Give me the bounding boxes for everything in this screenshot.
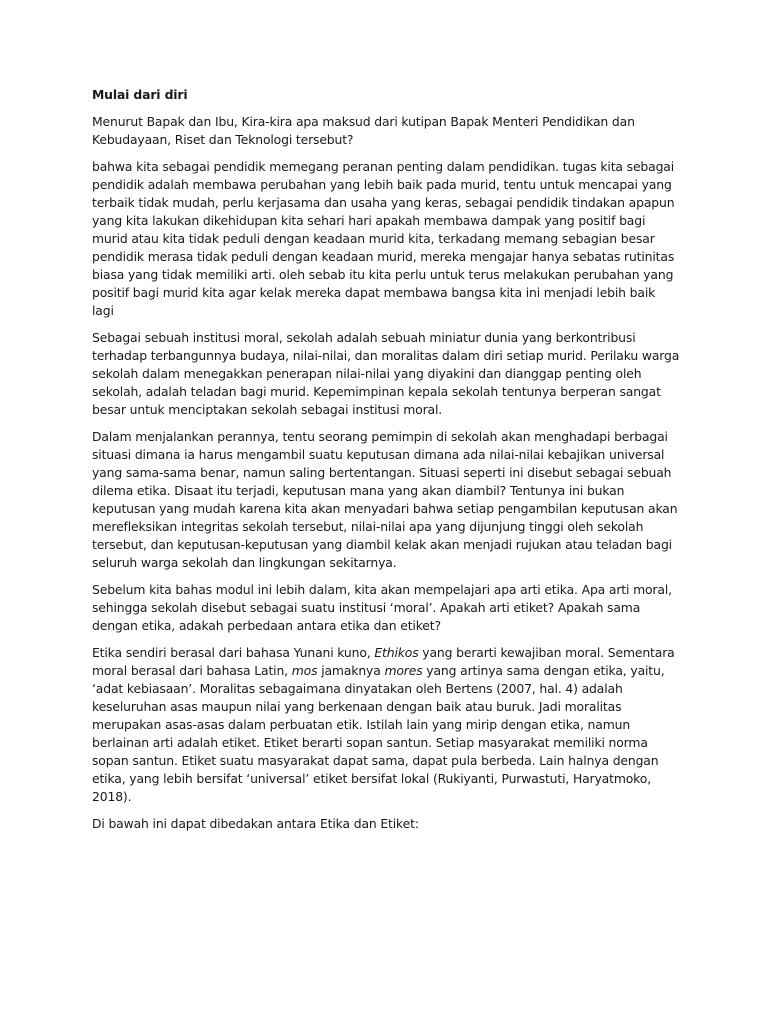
section-heading: Mulai dari diri: [92, 87, 188, 102]
ethics-definition-paragraph: [92, 644, 680, 806]
text-span: yang artinya sama dengan etika, yaitu, ‘adat kebiasaan’. Moralitas sebagaimana dinyatakan oleh Bertens (2007, hal. 4) adalah keseluruhan asas maupun nilai yang berkenaan dengan baik atau buruk. Jadi moralitas merupakan asas-asas dalam perbuatan etik. Istilah lain yang mirip dengan etika, namun berlainan arti adalah etiket. Etiket berarti sopan santun. Setiap masyarakat memiliki norma sopan santun. Etiket suatu masyarakat dapat sama, dapat pula berbeda. Lain halnya dengan etika, yang lebih bersifat ‘universal’ etiket bersifat lokal (Rukiyanti, Purwastuti, Haryatmoko, 2018).: [92, 663, 665, 804]
ethical-dilemma-paragraph: Dalam menjalankan perannya, tentu seorang pemimpin di sekolah akan menghadapi berbagai situasi dimana ia harus mengambil suatu keputusan dimana ada nilai-nilai kebajikan universal yang sama-sama benar, namun saling bertentangan. Situasi seperti ini disebut sebagai sebuah dilema etika. Disaat itu terjadi, keputusan mana yang akan diambil? Tentunya ini bukan keputusan yang mudah karena kita akan menyadari bahwa setiap pengambilan keputusan akan merefleksikan integritas sekolah tersebut, nilai-nilai apa yang dijunjung tinggi oleh sekolah tersebut, dan keputusan-keputusan yang diambil kelak akan menjadi rujukan atau teladan bagi seluruh warga sekolah dan lingkungan sekitarnya.: [92, 429, 678, 570]
question-paragraph: Menurut Bapak dan Ibu, Kira-kira apa maksud dari kutipan Bapak Menteri Pendidikan dan Kebudayaan, Riset dan Teknologi tersebut?: [92, 114, 635, 147]
closing-paragraph: Di bawah ini dapat dibedakan antara Etika dan Etiket:: [92, 816, 419, 831]
document-page: [92, 86, 680, 842]
text-span: Etika sendiri berasal dari bahasa Yunani kuno,: [92, 645, 375, 660]
text-span: yang berarti kewajiban moral. Sementara moral berasal dari bahasa Latin,: [92, 645, 675, 678]
italic-term-mos: mos: [291, 663, 318, 678]
moral-institution-paragraph: Sebagai sebuah institusi moral, sekolah adalah sebuah miniatur dunia yang berkontribusi terhadap terbangunnya budaya, nilai-nilai, dan moralitas dalam diri setiap murid. Perilaku warga sekolah dalam menegakkan penerapan nilai-nilai yang diyakini dan dianggap penting oleh sekolah, adalah teladan bagi murid. Kepemimpinan kepala sekolah tentunya berperan sangat besar untuk menciptakan sekolah sebagai institusi moral.: [92, 330, 680, 417]
italic-term-ethikos: Ethikos: [374, 645, 419, 660]
italic-term-mores: mores: [384, 663, 423, 678]
answer-paragraph: bahwa kita sebagai pendidik memegang peranan penting dalam pendidikan. tugas kita sebagai pendidik adalah membawa perubahan yang lebih baik pada murid, tentu untuk mencapai yang terbaik tidak mudah, perlu kerjasama dan usaha yang keras, sebagai pendidik tindakan apapun yang kita lakukan dikehidupan kita sehari hari apakah membawa dampak yang positif bagi murid atau kita tidak peduli dengan keadaan murid kita, terkadang memang sebagian besar pendidik merasa tidak peduli dengan keadaan murid, mereka mengajar hanya sebatas rutinitas biasa yang tidak memiliki arti. oleh sebab itu kita perlu untuk terus melakukan perubahan yang positif bagi murid kita agar kelak mereka dapat membawa bangsa kita ini menjadi lebih baik lagi: [92, 159, 675, 318]
text-span: jamaknya: [317, 663, 385, 678]
module-intro-paragraph: Sebelum kita bahas modul ini lebih dalam, kita akan mempelajari apa arti etika. Apa arti moral, sehingga sekolah disebut sebagai suatu institusi ‘moral’. Apakah arti etiket? Apakah sama dengan etika, adakah perbedaan antara etika dan etiket?: [92, 582, 672, 633]
